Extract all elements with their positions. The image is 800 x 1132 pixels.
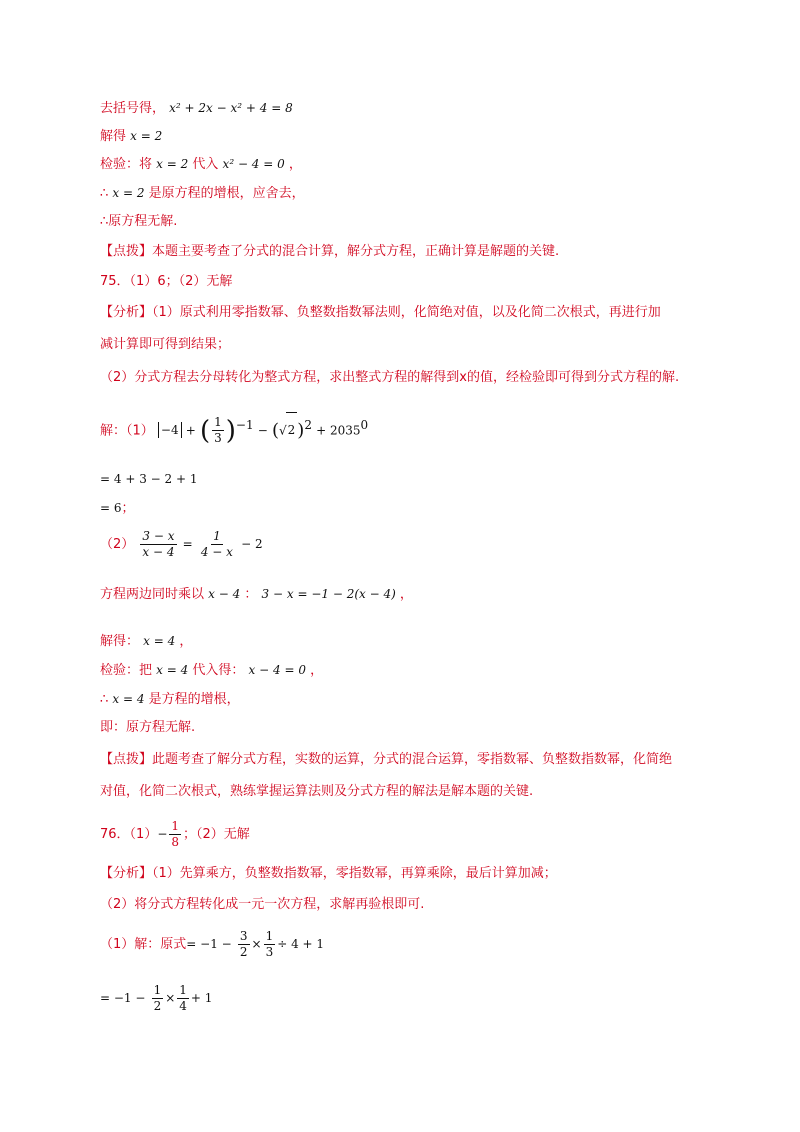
numerator: 1 [153,983,162,997]
check-denominator: x − 4 = 0 [248,663,306,677]
absolute-value: −4 [158,422,182,438]
q75-part2-equation [100,528,263,562]
q76-answer-2: ；（2）无解 [183,827,250,842]
equation-expanded: x² + 2x − x² + 4 = 8 [169,101,293,115]
analysis-text: （1）原式利用零指数幂、负整数指数幂法则，化简绝对值，以及化简二次根式，再进行加 [152,305,661,320]
analysis-tag: 【分析】 [100,866,153,881]
numerator: 3 − x [142,529,175,543]
equals-sign: = [182,537,193,551]
equation-x-2: x = 2 [130,129,163,143]
denominator: 4 [179,999,187,1013]
numerator: 1 [171,819,180,833]
therefore-symbol: ∴ [100,186,109,201]
fraction-three-halves [238,929,250,960]
exponent-two: 2 [304,418,312,432]
numerator: 1 [179,983,187,997]
line-tip-74 [100,242,559,262]
q75-multiply-line [100,584,413,605]
q75-step1: = 4 + 3 − 2 + 1 [100,472,198,486]
left-paren: ( [199,415,211,446]
line-expand-brackets [100,98,293,119]
denominator: 8 [171,835,180,849]
numerator: 1 [213,529,221,543]
minus-sign: − [257,423,268,438]
root-x-4: x = 4 [112,692,145,706]
denominator: x − 4 [142,545,175,559]
q76-number: 76．（1） [100,827,158,842]
expression-head: = −1 − [186,937,232,951]
expression-head: = −1 − [100,991,146,1005]
fraction-one-quarter [177,983,189,1014]
denominator: 3 [265,945,274,959]
line-check [100,154,302,175]
year-term: + 2035 [316,423,361,438]
q76-analysis-2: （2）将分式方程转化成一元一次方程，求解再验根即可. [100,897,425,912]
q75-tip-1 [100,750,672,770]
solution-label: （1）解：原式 [100,937,187,952]
denominator: 2 [239,945,248,959]
multiplier: x − 4 [208,587,241,601]
q75-step2 [100,498,135,519]
plus-sign: + [185,423,196,438]
expression-tail: ÷ 4 + 1 [277,937,325,951]
check-x-4: x = 4 [156,663,189,677]
solution-x-4: x = 4 [143,634,176,648]
denominator: 4 − x [200,545,233,559]
right-paren-sqrt: ) [297,419,305,441]
q76-solution-2 [100,982,212,1016]
numerator: 1 [265,929,274,943]
exponent-zero: 0 [360,418,369,432]
equation-check-x: x = 2 [156,157,189,171]
q75-analysis-2: （2）分式方程去分母转化为整式方程，求出整式方程的解得到x的值，经检验即可得到分式方程的解. [100,370,680,385]
sqrt-symbol: √ [279,423,287,438]
tip-tag: 【点拨】 [100,752,153,767]
fraction-one-eighth [169,819,181,850]
text-solve: 解得： [100,634,140,649]
fraction-3-minus-x-over-x-minus-4 [140,529,176,560]
times-sign: × [251,937,262,951]
result-6: = 6 [100,501,122,515]
comma: ， [399,587,413,602]
text-check-b: 代入 [192,157,219,172]
numerator: 1 [214,415,222,430]
q75-analysis-1 [100,303,661,323]
text-multiply: 方程两边同时乘以 [100,587,205,602]
line-solve-x [100,126,162,147]
analysis-tag: 【分析】 [100,305,153,320]
analysis-text: （1）先算乘方，负整数指数幂，零指数幂，再算乘除，最后计算加减； [152,866,557,881]
q76-solution-1 [100,928,324,962]
fraction-one-third [212,415,224,446]
sqrt-radicand: 2 [286,412,298,447]
tip-tag: 【点拨】 [100,244,153,259]
tip-text: 此题考查了解分式方程，实数的运算，分式的混合运算，零指数幂、负整数指数幂，化简绝 [152,752,673,767]
part2-label: （2） [100,537,135,552]
solution-label: 解：（1） [100,423,154,439]
text-extraneous: 是方程的增根， [148,692,240,707]
numerator: 3 [239,929,248,943]
q75-tip-2: 对值，化简二次根式，熟练掌握运算法则及分式方程的解法是解本题的关键. [100,784,534,799]
q75-header: 75．（1）6；（2）无解 [100,274,233,289]
exponent-neg-one: −1 [235,418,254,432]
text-check-c: ， [288,157,302,172]
q76-header [100,818,250,852]
denominator: 2 [153,999,162,1013]
q75-analysis-1b: 减计算即可得到结果； [100,337,231,352]
times-sign: × [165,991,176,1005]
text-expand-brackets: 去括号得， [100,101,166,116]
fraction-one-third [264,929,276,960]
equation-root: x = 2 [112,186,145,200]
text-extraneous-root: 是原方程的增根，应舍去， [148,186,305,201]
line-extraneous-root [100,183,305,204]
minus-sign: − [157,827,168,841]
q75-part1-expression [100,408,369,446]
text-solve: 解得 [100,129,127,144]
text-check-a: 检验：将 [100,157,153,172]
right-paren: ) [225,415,236,446]
therefore-symbol: ∴ [100,692,109,707]
equation-check-denominator: x² − 4 = 0 [222,157,285,171]
fraction-one-half [152,983,164,1014]
q76-analysis-1 [100,864,557,884]
integer-equation: 3 − x = −1 − 2(x − 4) [261,587,396,601]
denominator: 3 [214,431,222,446]
line-no-solution: ∴原方程无解. [100,214,178,229]
minus-two: − 2 [241,537,263,551]
q75-solve-line [100,631,192,652]
tip-text: 本题主要考查了分式的混合计算，解分式方程，正确计算是解题的关键. [152,244,560,259]
q75-check-line [100,660,323,681]
colon: ： [244,587,258,602]
q75-conclusion: 即：原方程无解. [100,720,196,735]
fraction-1-over-4-minus-x [199,529,235,560]
comma: ， [179,634,193,649]
q75-extraneous-line [100,689,240,710]
left-paren-sqrt: ( [271,419,279,441]
semicolon: ； [121,501,135,516]
expression-tail: + 1 [190,991,213,1005]
text-check-a: 检验：把 [100,663,153,678]
text-check-b: 代入得： [192,663,245,678]
comma: ， [310,663,324,678]
